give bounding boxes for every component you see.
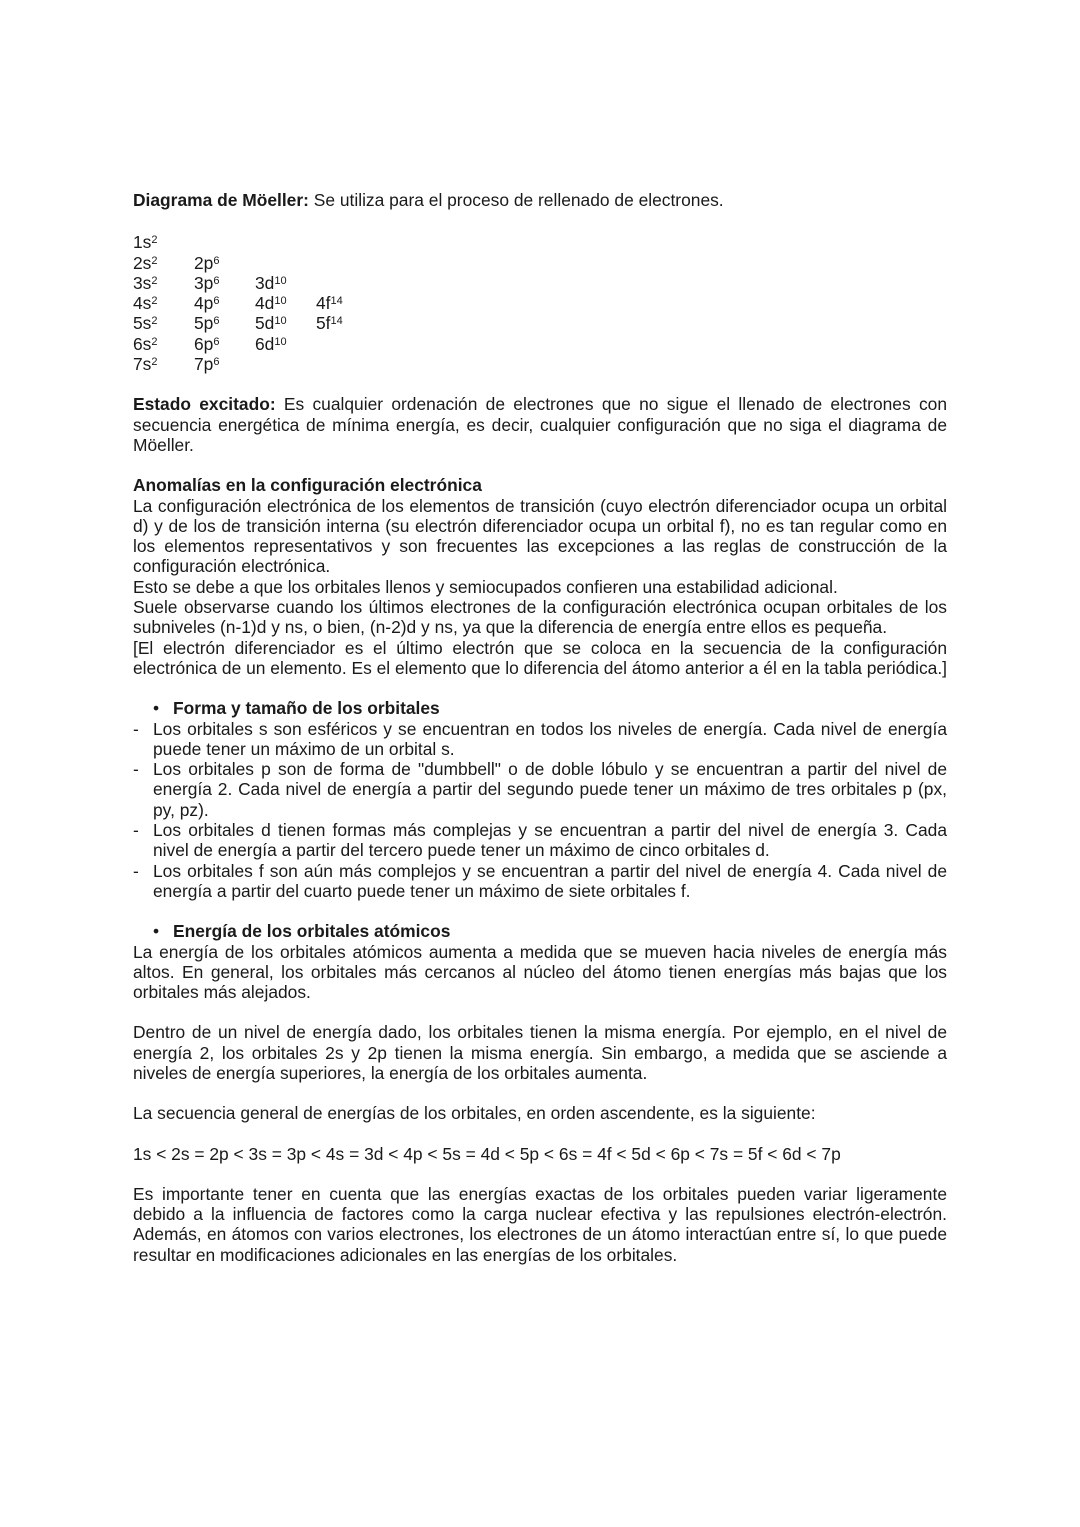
moeller-description: Se utiliza para el proceso de rellenado de electrones.: [308, 190, 724, 210]
orbital-electron-count: 6: [213, 254, 220, 267]
moeller-row: [133, 232, 947, 252]
moeller-orbital: [194, 334, 255, 354]
orbital-label: 6d: [255, 333, 275, 354]
list-item: [133, 861, 947, 902]
orbital-electron-count: 10: [274, 295, 287, 308]
moeller-orbital: [194, 354, 255, 374]
moeller-row: [133, 293, 947, 313]
dash-icon: -: [133, 759, 139, 780]
orbital-label: 3s: [133, 272, 152, 293]
moeller-orbital: [255, 273, 316, 293]
moeller-orbital: [133, 273, 194, 293]
moeller-orbital: [194, 253, 255, 273]
moeller-row: [133, 313, 947, 333]
orbital-electron-count: 2: [151, 234, 158, 247]
anomalies-paragraph-1: La configuración electrónica de los elementos de transición (cuyo electrón diferenciador ocupa un orbital d) y de los de transición interna (su electrón diferenciador ocupa un orbital f), no es tan regular como en los elementos representativos y son frecuentes las excepciones a las reglas de construcción de la configuración electrónica.: [133, 495, 947, 577]
moeller-orbital: [255, 313, 316, 333]
document-page: [133, 190, 947, 1265]
moeller-intro: [133, 190, 947, 210]
energy-paragraph-3: La secuencia general de energías de los orbitales, en orden ascendente, es la siguiente:: [133, 1103, 816, 1124]
dash-icon: -: [133, 718, 139, 739]
orbital-electron-count: 10: [274, 315, 287, 328]
moeller-title: Diagrama de Möeller:: [133, 190, 309, 210]
moeller-row: [133, 354, 947, 374]
orbital-electron-count: 2: [151, 315, 158, 328]
moeller-row: [133, 273, 947, 293]
bullet-icon: •: [153, 698, 160, 719]
orbital-electron-count: 2: [151, 356, 158, 369]
orbital-label: 6s: [133, 333, 152, 354]
orbital-label: 7p: [194, 354, 214, 375]
moeller-orbital: [133, 293, 194, 313]
orbital-electron-count: 6: [213, 335, 220, 348]
energy-paragraph-2: Dentro de un nivel de energía dado, los orbitales tienen la misma energía. Por ejemplo, en el nivel de energía 2, los orbitales 2s y 2p tienen la misma energía. Sin embargo, a medida que se asciende a niveles de energía superiores, la energía de los orbitales aumenta.: [133, 1022, 947, 1083]
orbital-label: 5f: [316, 313, 331, 334]
orbital-label: 4s: [133, 293, 152, 314]
excited-state-text: Es cualquier ordenación de electrones que no sigue el llenado de electrones con secuencia energética de mínima energía, es decir, cualquier configuración que no siga el diagrama de Möeller.: [133, 394, 947, 455]
orbital-label: 4d: [255, 293, 275, 314]
orbital-shape-title: Forma y tamaño de los orbitales: [173, 698, 440, 719]
list-item-text: Los orbitales p son de forma de "dumbbell" o de doble lóbulo y se encuentran a partir del nivel de energía 2. Cada nivel de energía a partir del segundo puede tener un máximo de tres orbitales p (px, py, pz).: [153, 759, 947, 820]
orbital-energy-title: Energía de los orbitales atómicos: [173, 921, 451, 942]
orbital-shape-heading: [133, 698, 947, 718]
anomalies-paragraph-4: [El electrón diferenciador es el último electrón que se coloca en la secuencia de la configuración electrónica de un elemento. Es el elemento que lo diferencia del átomo anterior a él en la tabla periódica.]: [133, 637, 947, 678]
list-item-text: Los orbitales f son aún más complejos y se encuentran a partir del nivel de energía 4. Cada nivel de energía a partir del cuarto puede tener un máximo de siete orbitales f.: [153, 860, 947, 901]
orbital-label: 5s: [133, 313, 152, 334]
orbital-label: 4f: [316, 293, 331, 314]
orbital-electron-count: 2: [151, 254, 158, 267]
orbital-label: 1s: [133, 232, 152, 253]
list-item-text: Los orbitales d tienen formas más complejas y se encuentran a partir del nivel de energía 3. Cada nivel de energía a partir del tercero puede tener un máximo de cinco orbitales d.: [153, 820, 947, 861]
moeller-orbital: [194, 313, 255, 333]
energy-paragraph-1: La energía de los orbitales atómicos aumenta a medida que se mueven hacia niveles de energía más altos. En general, los orbitales más cercanos al núcleo del átomo tienen energías más bajas que los orbitales más alejados.: [133, 941, 947, 1003]
moeller-orbital: [194, 293, 255, 313]
moeller-row: [133, 253, 947, 273]
energy-sequence: 1s < 2s = 2p < 3s = 3p < 4s = 3d < 4p < 5s = 4d < 5p < 6s = 4f < 5d < 6p < 7s = 5f < 6d < 7p: [133, 1143, 841, 1164]
orbital-label: 4p: [194, 293, 214, 314]
orbital-electron-count: 14: [330, 295, 343, 308]
moeller-orbital: [133, 334, 194, 354]
dash-icon: -: [133, 820, 139, 841]
orbital-label: 5d: [255, 313, 275, 334]
orbital-label: 7s: [133, 354, 152, 375]
orbital-electron-count: 6: [213, 274, 220, 287]
bullet-icon: •: [153, 921, 160, 942]
moeller-orbital: [255, 334, 316, 354]
moeller-row: [133, 334, 947, 354]
orbital-energy-heading: [133, 921, 947, 941]
moeller-orbital: [133, 354, 194, 374]
orbital-electron-count: 10: [274, 335, 287, 348]
anomalies-paragraph-3: Suele observarse cuando los últimos electrones de la configuración electrónica ocupan orbitales de los subniveles (n-1)d y ns, o bien, (n-2)d y ns, ya que la diferencia de energía entre ellos es pequeña.: [133, 597, 947, 638]
orbital-electron-count: 6: [213, 295, 220, 308]
excited-state-title: Estado excitado:: [133, 394, 276, 415]
orbital-label: 2s: [133, 252, 152, 273]
dash-icon: -: [133, 860, 139, 881]
moeller-orbital: [316, 293, 377, 313]
orbital-electron-count: 2: [151, 335, 158, 348]
orbital-electron-count: 10: [274, 274, 287, 287]
moeller-orbital: [194, 273, 255, 293]
orbital-electron-count: 2: [151, 274, 158, 287]
orbital-electron-count: 2: [151, 295, 158, 308]
orbital-label: 3p: [194, 272, 214, 293]
orbital-label: 3d: [255, 272, 275, 293]
list-item: [133, 820, 947, 861]
list-item-text: Los orbitales s son esféricos y se encuentran en todos los niveles de energía. Cada nivel de energía puede tener un máximo de un orbital s.: [153, 718, 947, 759]
moeller-diagram: [133, 232, 947, 374]
orbital-label: 6p: [194, 333, 214, 354]
orbital-electron-count: 6: [213, 356, 220, 369]
moeller-orbital: [133, 313, 194, 333]
orbital-label: 5p: [194, 313, 214, 334]
moeller-orbital: [255, 293, 316, 313]
energy-paragraph-4: Es importante tener en cuenta que las energías exactas de los orbitales pueden variar ligeramente debido a la influencia de factores como la carga nuclear efectiva y las repulsiones electrón-electrón. Además, en átomos con varios electrones, los electrones de un átomo interactúan entre sí, lo que puede resultar en modificaciones adicionales en las energías de los orbitales.: [133, 1183, 947, 1265]
anomalies-paragraph-2: Esto se debe a que los orbitales llenos y semiocupados confieren una estabilidad adicional.: [133, 576, 838, 597]
anomalies-heading: Anomalías en la configuración electrónica: [133, 475, 482, 496]
orbital-shape-list: [133, 719, 947, 902]
orbital-electron-count: 14: [330, 315, 343, 328]
moeller-orbital: [316, 313, 377, 333]
moeller-orbital: [133, 232, 194, 252]
list-item: [133, 759, 947, 820]
excited-state-paragraph: [133, 394, 947, 455]
moeller-orbital: [133, 253, 194, 273]
orbital-electron-count: 6: [213, 315, 220, 328]
list-item: [133, 719, 947, 760]
orbital-label: 2p: [194, 252, 214, 273]
